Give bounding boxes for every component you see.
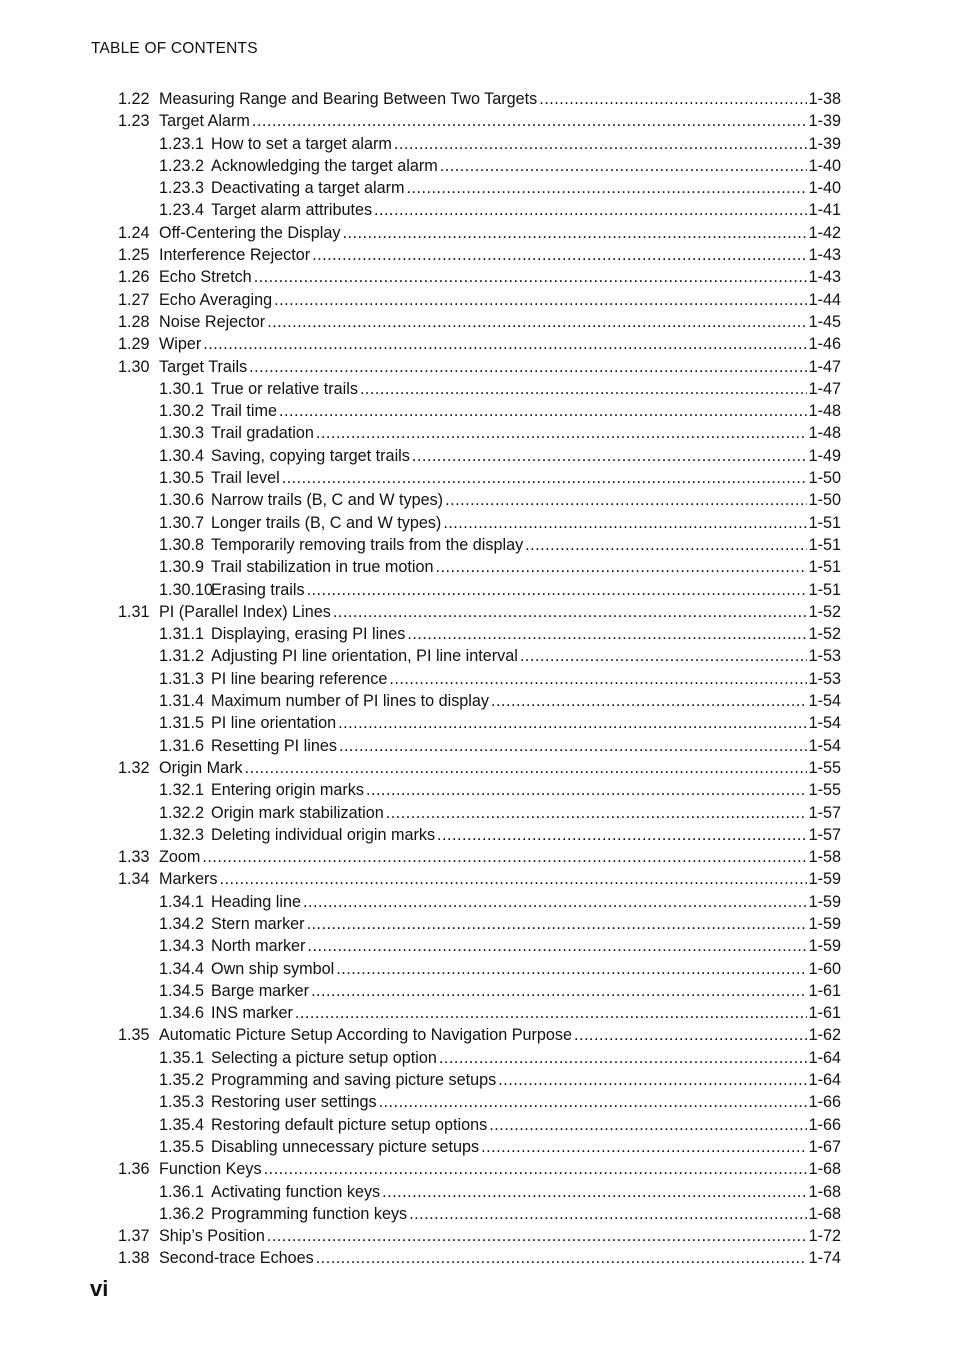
dot-leader — [439, 1049, 807, 1068]
toc-entry-title: Automatic Picture Setup According to Navigation Purpose — [159, 1026, 573, 1045]
toc-entry-title: Heading line — [211, 892, 301, 911]
dot-leader — [312, 246, 806, 265]
toc-entry-number: 1.32.1 — [159, 781, 205, 800]
toc-entry-number: 1.32 — [118, 758, 150, 777]
toc-entry-number: 1.31.3 — [159, 669, 205, 688]
toc-entry-number: 1.26 — [118, 268, 150, 287]
dot-leader — [374, 201, 807, 220]
dot-leader — [406, 179, 806, 198]
dot-leader — [307, 937, 806, 956]
toc-entry-title: Interference Rejector — [159, 246, 311, 265]
toc-entry-title: How to set a target alarm — [211, 134, 392, 153]
dot-leader — [338, 714, 807, 733]
toc-subentry[interactable] — [159, 558, 841, 580]
toc-entry-page: 1-64 — [808, 1071, 841, 1090]
toc-entry-title: Disabling unnecessary picture setups — [211, 1137, 480, 1156]
toc-entry-number: 1.37 — [118, 1227, 150, 1246]
toc-entry-number: 1.27 — [118, 290, 150, 309]
toc-entry-page: 1-57 — [808, 803, 841, 822]
toc-entry-title: Second-trace Echoes — [159, 1249, 314, 1268]
toc-entry-page: 1-72 — [808, 1227, 841, 1246]
toc-entry-number: 1.30 — [118, 357, 150, 376]
toc-entry-page: 1-50 — [808, 491, 841, 510]
dot-leader — [498, 1071, 806, 1090]
toc-entry-title: Programming and saving picture setups — [211, 1071, 497, 1090]
toc-entry-page: 1-59 — [808, 870, 841, 889]
toc-entry-title: Noise Rejector — [159, 312, 266, 331]
toc-entry-number: 1.38 — [118, 1249, 150, 1268]
dot-leader — [539, 90, 806, 109]
dot-leader — [274, 291, 806, 310]
toc-subentry[interactable] — [159, 1116, 841, 1138]
toc-entry-page: 1-66 — [808, 1093, 841, 1112]
toc-entry-page: 1-39 — [808, 134, 841, 153]
toc-entry-title: Restoring default picture setup options — [211, 1115, 488, 1134]
toc-subentry[interactable] — [159, 826, 841, 848]
toc-entry-number: 1.25 — [118, 246, 150, 265]
toc-entry-number: 1.34.1 — [159, 892, 205, 911]
toc-entry-title: Erasing trails — [211, 580, 305, 599]
toc-entry-number: 1.34.6 — [159, 1004, 205, 1023]
dot-leader — [252, 112, 807, 131]
toc-entry-page: 1-58 — [808, 848, 841, 867]
toc-entry-page: 1-48 — [808, 424, 841, 443]
toc-entry-page: 1-74 — [808, 1249, 841, 1268]
toc-subentry[interactable] — [159, 1093, 841, 1115]
toc-subentry[interactable] — [159, 960, 841, 982]
toc-entry[interactable] — [118, 224, 841, 246]
toc-subentry[interactable] — [159, 804, 841, 826]
toc-entry-title: Resetting PI lines — [211, 736, 337, 755]
dot-leader — [303, 893, 807, 912]
dot-leader — [333, 603, 807, 622]
toc-entry-page: 1-38 — [808, 90, 841, 108]
toc-entry-number: 1.35 — [118, 1026, 150, 1045]
toc-subentry[interactable] — [159, 447, 841, 469]
toc-entry-title: North marker — [211, 937, 306, 956]
toc-subentry[interactable] — [159, 647, 841, 669]
toc-subentry[interactable] — [159, 424, 841, 446]
toc-entry-number: 1.30.9 — [159, 558, 205, 577]
toc-entry-page: 1-67 — [808, 1137, 841, 1156]
toc-entry-number: 1.30.6 — [159, 491, 205, 510]
toc-entry-number: 1.34.4 — [159, 959, 205, 978]
toc-entry-number: 1.33 — [118, 848, 150, 867]
toc-entry-page: 1-42 — [808, 223, 841, 242]
toc-subentry[interactable] — [159, 937, 841, 959]
page-number: vi — [90, 1276, 109, 1301]
toc-entry-title: Barge marker — [211, 981, 310, 1000]
toc-entry-title: Saving, copying target trails — [211, 446, 410, 465]
toc-entry-page: 1-39 — [808, 112, 841, 131]
toc-entry-number: 1.31.4 — [159, 692, 205, 711]
toc-subentry[interactable] — [159, 1138, 841, 1160]
dot-leader — [436, 558, 807, 577]
dot-leader — [366, 781, 807, 800]
dot-leader — [202, 848, 806, 867]
toc-entry-title: True or relative trails — [211, 379, 358, 398]
dot-leader — [342, 224, 806, 243]
toc-entry-title: Echo Stretch — [159, 268, 252, 287]
toc-entry-number: 1.35.3 — [159, 1093, 205, 1112]
toc-entry-page: 1-66 — [808, 1115, 841, 1134]
toc-entry-number: 1.36.2 — [159, 1204, 205, 1223]
dot-leader — [437, 826, 807, 845]
toc-entry-number: 1.36 — [118, 1160, 150, 1179]
toc-entry-page: 1-62 — [808, 1026, 841, 1045]
toc-entry-number: 1.23.3 — [159, 179, 205, 198]
toc-entry[interactable] — [118, 1026, 841, 1048]
toc-entry-page: 1-59 — [808, 937, 841, 956]
dot-leader — [279, 402, 807, 421]
toc-subentry[interactable] — [159, 179, 841, 201]
toc-entry-title: Programming function keys — [211, 1204, 408, 1223]
dot-leader — [339, 737, 807, 756]
toc-entry-page: 1-51 — [808, 513, 841, 532]
toc-entry-page: 1-49 — [808, 446, 841, 465]
dot-leader — [249, 358, 806, 377]
toc-subentry[interactable] — [159, 982, 841, 1004]
toc-entry-title: Off-Centering the Display — [159, 223, 341, 242]
toc-entry-page: 1-61 — [808, 1004, 841, 1023]
toc-entry[interactable] — [118, 870, 841, 892]
toc-entry-title: Own ship symbol — [211, 959, 335, 978]
dot-leader — [389, 670, 806, 689]
toc-entry-title: Markers — [159, 870, 218, 889]
toc-entry-number: 1.35.1 — [159, 1048, 205, 1067]
dot-leader — [307, 915, 807, 934]
dot-leader — [394, 135, 807, 154]
toc-subentry[interactable] — [159, 581, 841, 603]
toc-entry-page: 1-51 — [808, 558, 841, 577]
toc-entry-number: 1.29 — [118, 335, 150, 354]
toc-entry-page: 1-59 — [808, 892, 841, 911]
toc-entry-page: 1-68 — [808, 1160, 841, 1179]
toc-entry-title: Origin Mark — [159, 758, 243, 777]
toc-subentry[interactable] — [159, 1183, 841, 1205]
toc-entry-title: PI line bearing reference — [211, 669, 388, 688]
toc-entry-page: 1-61 — [808, 981, 841, 1000]
toc-entry-number: 1.34.3 — [159, 937, 205, 956]
toc-entry[interactable] — [118, 268, 841, 290]
toc-entry-title: Ship’s Position — [159, 1227, 265, 1246]
toc-entry-title: Selecting a picture setup option — [211, 1048, 437, 1067]
toc-entry-title: Zoom — [159, 848, 201, 867]
table-of-contents — [118, 90, 841, 1272]
toc-subentry[interactable] — [159, 491, 841, 513]
toc-entry-page: 1-45 — [808, 312, 841, 331]
toc-entry-title: Trail level — [211, 469, 280, 488]
toc-subentry[interactable] — [159, 625, 841, 647]
toc-entry-title: Displaying, erasing PI lines — [211, 625, 406, 644]
dot-leader — [525, 536, 806, 555]
toc-entry-number: 1.22 — [118, 90, 150, 108]
toc-subentry[interactable] — [159, 692, 841, 714]
toc-entry-number: 1.32.3 — [159, 825, 205, 844]
toc-entry-title: Measuring Range and Bearing Between Two Targets — [159, 90, 538, 108]
toc-entry-title: Maximum number of PI lines to display — [211, 692, 489, 711]
toc-subentry[interactable] — [159, 201, 841, 223]
toc-subentry[interactable] — [159, 670, 841, 692]
dot-leader — [379, 1093, 807, 1112]
toc-entry-title: Trail stabilization in true motion — [211, 558, 434, 577]
toc-entry-title: Entering origin marks — [211, 781, 364, 800]
dot-leader — [316, 1249, 807, 1268]
toc-entry-number: 1.35.5 — [159, 1137, 205, 1156]
dot-leader — [254, 268, 807, 287]
toc-entry-page: 1-55 — [808, 781, 841, 800]
toc-entry-number: 1.31.2 — [159, 647, 205, 666]
toc-subentry[interactable] — [159, 135, 841, 157]
toc-entry-number: 1.31.5 — [159, 714, 205, 733]
toc-entry[interactable] — [118, 358, 841, 380]
toc-entry-title: PI line orientation — [211, 714, 337, 733]
toc-entry[interactable] — [118, 1227, 841, 1249]
toc-entry-page: 1-54 — [808, 736, 841, 755]
toc-entry-title: Origin mark stabilization — [211, 803, 384, 822]
toc-entry[interactable] — [118, 759, 841, 781]
toc-subentry[interactable] — [159, 915, 841, 937]
dot-leader — [360, 380, 807, 399]
dot-leader — [245, 759, 807, 778]
toc-entry[interactable] — [118, 112, 841, 134]
toc-entry[interactable] — [118, 848, 841, 870]
toc-entry-title: Narrow trails (B, C and W types) — [211, 491, 444, 510]
toc-subentry[interactable] — [159, 514, 841, 536]
toc-entry-number: 1.30.2 — [159, 402, 205, 421]
toc-entry[interactable] — [118, 603, 841, 625]
toc-subentry[interactable] — [159, 1071, 841, 1093]
toc-entry-title: Function Keys — [159, 1160, 262, 1179]
dot-leader — [219, 870, 806, 889]
toc-entry-number: 1.34.5 — [159, 981, 205, 1000]
dot-leader — [307, 581, 807, 600]
toc-subentry[interactable] — [159, 402, 841, 424]
toc-entry-number: 1.34 — [118, 870, 150, 889]
dot-leader — [203, 335, 806, 354]
toc-subentry[interactable] — [159, 781, 841, 803]
dot-leader — [295, 1004, 807, 1023]
dot-leader — [336, 960, 806, 979]
toc-entry-title: Deleting individual origin marks — [211, 825, 436, 844]
toc-entry-number: 1.30.4 — [159, 446, 205, 465]
toc-entry-title: Echo Averaging — [159, 290, 273, 309]
toc-entry-page: 1-53 — [808, 669, 841, 688]
toc-entry-number: 1.36.1 — [159, 1182, 205, 1201]
running-header: TABLE OF CONTENTS — [91, 40, 258, 57]
toc-entry-number: 1.35.2 — [159, 1071, 205, 1090]
toc-entry-page: 1-46 — [808, 335, 841, 354]
toc-entry-number: 1.31.1 — [159, 625, 205, 644]
toc-subentry[interactable] — [159, 536, 841, 558]
toc-entry-title: Target alarm attributes — [211, 201, 373, 220]
toc-entry-page: 1-68 — [808, 1182, 841, 1201]
toc-entry-page: 1-43 — [808, 246, 841, 265]
dot-leader — [267, 313, 806, 332]
toc-entry-page: 1-47 — [808, 357, 841, 376]
toc-entry[interactable] — [118, 313, 841, 335]
toc-entry-page: 1-51 — [808, 535, 841, 554]
toc-entry-title: Deactivating a target alarm — [211, 179, 405, 198]
toc-subentry[interactable] — [159, 1205, 841, 1227]
toc-subentry[interactable] — [159, 469, 841, 491]
dot-leader — [267, 1227, 807, 1246]
toc-entry-title: Target Trails — [159, 357, 248, 376]
dot-leader — [491, 692, 807, 711]
toc-entry-title: Wiper — [159, 335, 202, 354]
toc-entry[interactable] — [118, 246, 841, 268]
toc-entry-number: 1.34.2 — [159, 914, 205, 933]
toc-entry-page: 1-40 — [808, 179, 841, 198]
toc-entry-title: Longer trails (B, C and W types) — [211, 513, 442, 532]
toc-entry-page: 1-52 — [808, 625, 841, 644]
dot-leader — [282, 469, 807, 488]
toc-entry-page: 1-54 — [808, 714, 841, 733]
toc-entry-page: 1-59 — [808, 914, 841, 933]
toc-entry-title: INS marker — [211, 1004, 293, 1023]
toc-entry-page: 1-53 — [808, 647, 841, 666]
toc-entry-title: Trail gradation — [211, 424, 314, 443]
toc-entry-page: 1-41 — [808, 201, 841, 220]
toc-entry-page: 1-60 — [808, 959, 841, 978]
dot-leader — [382, 1183, 806, 1202]
toc-entry-page: 1-64 — [808, 1048, 841, 1067]
toc-entry-page: 1-57 — [808, 825, 841, 844]
toc-subentry[interactable] — [159, 893, 841, 915]
dot-leader — [407, 625, 806, 644]
toc-subentry[interactable] — [159, 714, 841, 736]
toc-entry-number: 1.23.2 — [159, 156, 205, 175]
toc-entry-number: 1.30.8 — [159, 535, 205, 554]
dot-leader — [440, 157, 807, 176]
dot-leader — [481, 1138, 806, 1157]
toc-entry-page: 1-44 — [808, 290, 841, 309]
toc-entry-page: 1-43 — [808, 268, 841, 287]
toc-entry-number: 1.31 — [118, 602, 150, 621]
toc-entry[interactable] — [118, 1249, 841, 1271]
toc-entry-page: 1-52 — [808, 602, 841, 621]
toc-entry-number: 1.30.5 — [159, 469, 205, 488]
toc-entry-title: Adjusting PI line orientation, PI line interval — [211, 647, 518, 666]
toc-entry-page: 1-50 — [808, 469, 841, 488]
toc-entry-number: 1.28 — [118, 312, 150, 331]
dot-leader — [264, 1160, 807, 1179]
toc-entry-page: 1-47 — [808, 379, 841, 398]
dot-leader — [409, 1205, 806, 1224]
toc-entry[interactable] — [118, 90, 841, 112]
toc-entry[interactable] — [118, 291, 841, 313]
toc-entry-title: Trail time — [211, 402, 277, 421]
dot-leader — [311, 982, 807, 1001]
dot-leader — [386, 804, 807, 823]
dot-leader — [443, 514, 806, 533]
toc-entry-number: 1.23 — [118, 112, 150, 131]
toc-entry-page: 1-55 — [808, 758, 841, 777]
toc-entry-title: Stern marker — [211, 914, 305, 933]
toc-entry-title: Temporarily removing trails from the display — [211, 535, 524, 554]
toc-entry-page: 1-51 — [808, 580, 841, 599]
toc-entry-number: 1.32.2 — [159, 803, 205, 822]
toc-entry-number: 1.30.1 — [159, 379, 205, 398]
toc-entry[interactable] — [118, 335, 841, 357]
toc-entry-title: Target Alarm — [159, 112, 250, 131]
toc-subentry[interactable] — [159, 157, 841, 179]
dot-leader — [412, 447, 807, 466]
toc-entry-page: 1-48 — [808, 402, 841, 421]
toc-entry-title: PI (Parallel Index) Lines — [159, 602, 331, 621]
dot-leader — [445, 491, 807, 510]
toc-entry-number: 1.23.1 — [159, 134, 205, 153]
toc-entry-title: Restoring user settings — [211, 1093, 377, 1112]
toc-entry-page: 1-40 — [808, 156, 841, 175]
toc-entry-page: 1-68 — [808, 1204, 841, 1223]
toc-subentry[interactable] — [159, 380, 841, 402]
toc-subentry[interactable] — [159, 1049, 841, 1071]
toc-subentry[interactable] — [159, 1004, 841, 1026]
dot-leader — [574, 1026, 807, 1045]
toc-entry-number: 1.30.3 — [159, 424, 205, 443]
toc-entry-number: 1.24 — [118, 223, 150, 242]
toc-entry-number: 1.30.10 — [159, 580, 214, 599]
dot-leader — [316, 424, 807, 443]
toc-entry-title: Activating function keys — [211, 1182, 381, 1201]
toc-entry-number: 1.23.4 — [159, 201, 205, 220]
toc-subentry[interactable] — [159, 737, 841, 759]
toc-entry-number: 1.35.4 — [159, 1115, 205, 1134]
toc-entry-page: 1-54 — [808, 692, 841, 711]
dot-leader — [489, 1116, 806, 1135]
toc-entry[interactable] — [118, 1160, 841, 1182]
toc-entry-title: Acknowledging the target alarm — [211, 156, 438, 175]
toc-entry-number: 1.30.7 — [159, 513, 205, 532]
dot-leader — [520, 647, 807, 666]
toc-entry-number: 1.31.6 — [159, 736, 205, 755]
